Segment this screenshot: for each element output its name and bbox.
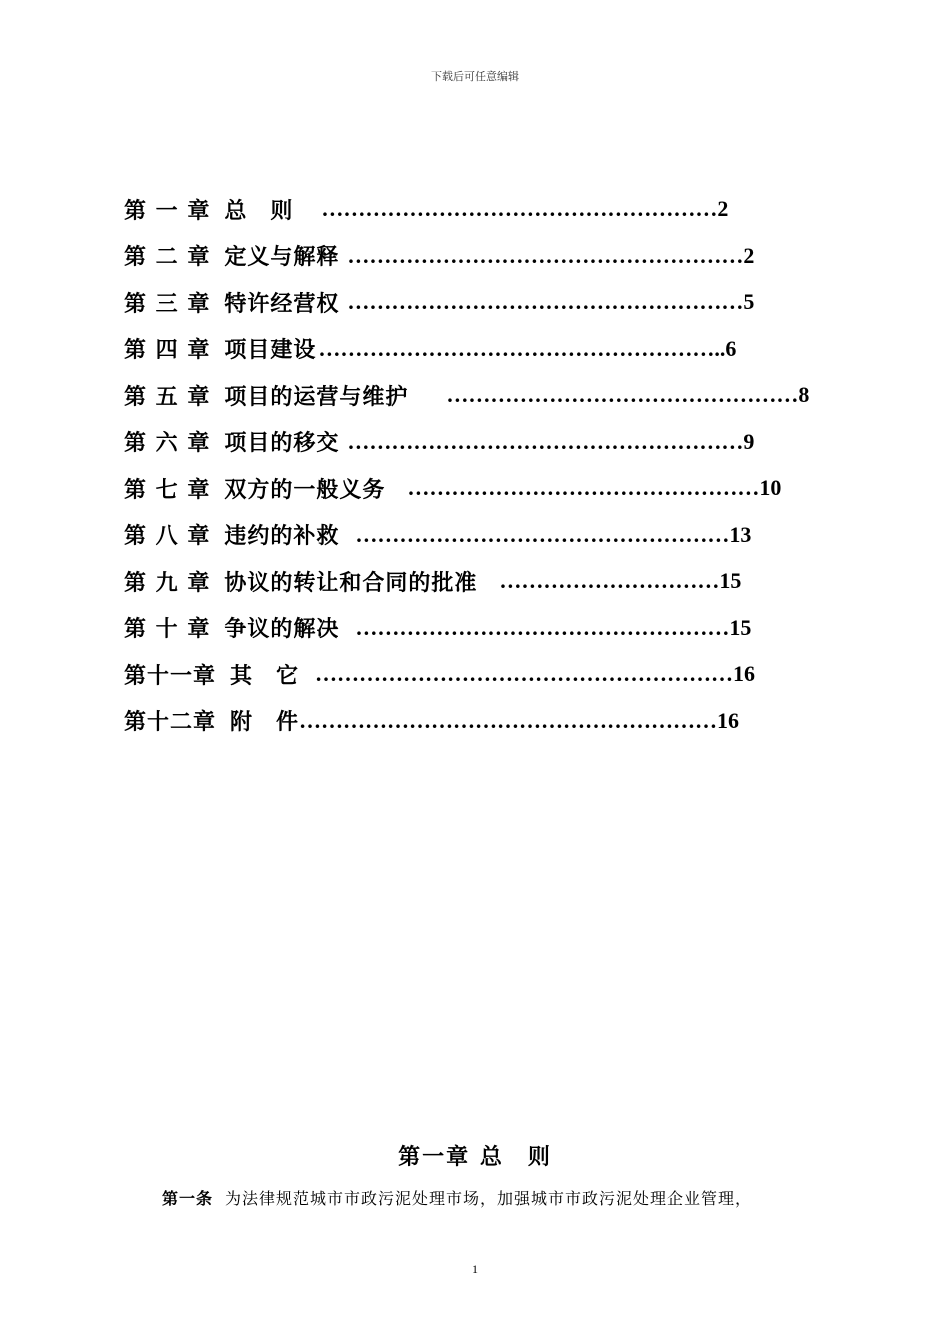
toc-chapter-number: 第 九 章 — [124, 569, 211, 596]
toc-chapter-number: 第十二章 — [124, 709, 217, 736]
toc-entry[interactable] — [124, 465, 804, 512]
toc-chapter-title: 总 则 — [224, 197, 294, 224]
toc-page-number: 13 — [729, 521, 752, 547]
toc-entry[interactable] — [124, 372, 810, 419]
chapter-heading: 第一章 总 则 — [398, 1144, 552, 1170]
table-of-contents — [124, 186, 810, 744]
toc-entry[interactable] — [124, 558, 804, 605]
toc-leader-dots: ……………………………………………… — [347, 289, 744, 315]
toc-page-number: 9 — [743, 428, 755, 454]
toc-chapter-title: 附 件 — [230, 709, 300, 736]
toc-entry[interactable] — [124, 512, 804, 559]
article-label: 第一条 — [162, 1189, 214, 1208]
article-text: 为法律规范城市市政污泥处理市场，加强城市市政污泥处理企业管理， — [225, 1189, 753, 1208]
toc-chapter-number: 第 二 章 — [124, 244, 211, 271]
toc-page-number: 16 — [717, 707, 740, 733]
toc-leader-dots: ………………………………………………… — [315, 661, 734, 687]
toc-entry[interactable] — [124, 651, 804, 698]
toc-chapter-title: 违约的补救 — [224, 523, 340, 550]
toc-chapter-number: 第 十 章 — [124, 616, 211, 643]
toc-chapter-number: 第 五 章 — [124, 383, 211, 410]
toc-chapter-title: 争议的解决 — [224, 616, 340, 643]
header-note: 下载后可任意编辑 — [431, 70, 519, 83]
toc-page-number: 5 — [743, 289, 755, 315]
toc-entry[interactable] — [124, 233, 804, 280]
toc-leader-dots: ……………………………………………… — [347, 242, 744, 268]
toc-page-number: 8 — [798, 382, 810, 408]
toc-page-number: 15 — [729, 614, 752, 640]
toc-entry[interactable] — [124, 698, 804, 745]
toc-chapter-title: 项目的运营与维护 — [224, 383, 409, 410]
toc-page-number: 16 — [733, 661, 756, 687]
page-number: 1 — [472, 1262, 478, 1276]
toc-entry[interactable] — [124, 186, 804, 233]
article-paragraph — [162, 1186, 752, 1209]
toc-chapter-title: 其 它 — [230, 662, 300, 689]
toc-leader-dots: ………………………………………… — [407, 475, 760, 501]
toc-entry[interactable] — [124, 419, 804, 466]
toc-chapter-title: 特许经营权 — [224, 290, 340, 317]
toc-leader-dots: ……………………………………………… — [321, 196, 718, 222]
toc-chapter-number: 第 六 章 — [124, 430, 211, 457]
toc-chapter-title: 定义与解释 — [224, 244, 340, 271]
toc-leader-dots: …………………………………………… — [355, 614, 730, 640]
toc-chapter-number: 第 三 章 — [124, 290, 211, 317]
toc-chapter-number: 第 四 章 — [124, 337, 211, 364]
toc-leader-dots: ………………………………………… — [446, 382, 799, 408]
toc-page-number: ..6 — [714, 335, 737, 361]
toc-page-number: 15 — [719, 568, 742, 594]
toc-chapter-title: 双方的一般义务 — [224, 476, 386, 503]
toc-leader-dots: …………………………………………… — [355, 521, 730, 547]
toc-chapter-title: 协议的转让和合同的批准 — [224, 569, 478, 596]
toc-chapter-number: 第十一章 — [124, 662, 217, 689]
toc-page-number: 2 — [717, 196, 729, 222]
toc-leader-dots: ………………………… — [499, 568, 720, 594]
toc-page-number: 10 — [759, 475, 782, 501]
toc-chapter-title: 项目建设 — [224, 337, 317, 364]
toc-chapter-number: 第 七 章 — [124, 476, 211, 503]
toc-entry[interactable] — [124, 605, 804, 652]
toc-chapter-number: 第 一 章 — [124, 197, 211, 224]
toc-entry[interactable] — [124, 279, 804, 326]
toc-chapter-number: 第 八 章 — [124, 523, 211, 550]
toc-entry[interactable] — [124, 326, 804, 373]
toc-chapter-title: 项目的移交 — [224, 430, 340, 457]
toc-leader-dots: ……………………………………………… — [347, 428, 744, 454]
toc-page-number: 2 — [743, 242, 755, 268]
toc-leader-dots: ………………………………………………… — [299, 707, 718, 733]
toc-leader-dots: ……………………………………………… — [318, 335, 715, 361]
